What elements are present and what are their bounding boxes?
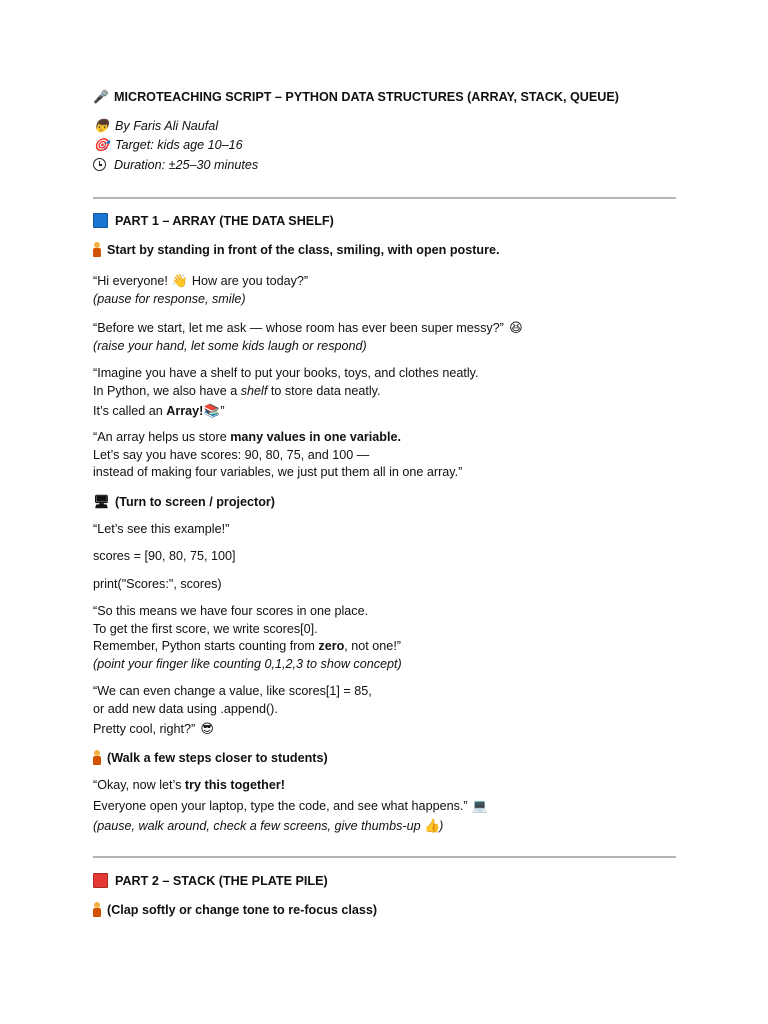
document-title: 🎤 MICROTEACHING SCRIPT – PYTHON DATA STRUCTURES (ARRAY, STACK, QUEUE): [93, 89, 619, 107]
part1-heading: PART 1 – ARRAY (THE DATA SHELF): [93, 213, 334, 231]
stage-direction: 🖥 (Turn to screen / projector): [93, 494, 276, 509]
microphone-icon: 🎤: [93, 90, 109, 104]
stage-direction: (Clap softly or change tone to re-focus class): [93, 902, 377, 920]
laptop-icon: 💻: [471, 797, 488, 813]
separator: [93, 856, 676, 858]
paragraph-try-together: “Okay, now let’s try this together! Everyone open your laptop, type the code, and see what happens.” 💻 (pause, walk around, check a few screens, give thumbs-up 👍): [93, 778, 488, 833]
code-line: scores = [90, 80, 75, 100]: [93, 549, 236, 563]
target-icon: 🎯: [93, 138, 110, 152]
sunglasses-face-icon: 😎: [200, 721, 214, 736]
paragraph-shelf: “Imagine you have a shelf to put your books, toys, and clothes neatly. In Python, we also have a shelf to store data neatly. It’s called an Array!📚”: [93, 366, 479, 418]
projector-screen-icon: 🖥: [93, 494, 110, 509]
clock-icon: [93, 158, 106, 171]
person-standing-icon: [93, 242, 101, 257]
duration-line: Duration: ±25–30 minutes: [93, 157, 258, 175]
paragraph-greeting: “Hi everyone! 👋 How are you today?” (pause for response, smile): [93, 273, 309, 306]
red-square-icon: [93, 873, 108, 888]
paragraph-indexing: “So this means we have four scores in one place. To get the first score, we write scores[0]. Remember, Python starts counting from zero, not one!” (point your finger like counting 0,1,2,3 to show concept): [93, 604, 402, 671]
person-standing-icon: [93, 750, 101, 765]
paragraph-array-explain: “An array helps us store many values in one variable. Let’s say you have scores: 90, 80, 75, and 100 — instead of making four variables, we just put them all in one array.”: [93, 430, 463, 479]
stage-direction: Start by standing in front of the class, smiling, with open posture.: [93, 242, 500, 260]
stage-direction: (Walk a few steps closer to students): [93, 750, 328, 768]
author-line: 👦 By Faris Ali Naufal: [93, 118, 218, 136]
person-standing-icon: [93, 902, 101, 917]
paragraph-example: “Let’s see this example!”: [93, 522, 230, 536]
separator: [93, 197, 676, 199]
boy-face-icon: 👦: [93, 119, 110, 133]
part2-heading: PART 2 – STACK (THE PLATE PILE): [93, 873, 328, 891]
code-line: print("Scores:", scores): [93, 577, 222, 591]
thumbs-up-icon: 👍: [424, 818, 441, 833]
paragraph-modify: “We can even change a value, like scores[1] = 85, or add new data using .append(). Pretty cool, right?” 😎: [93, 684, 372, 736]
target-line: 🎯 Target: kids age 10–16: [93, 137, 243, 155]
waving-hand-icon: 👋: [171, 273, 188, 288]
laughing-face-icon: 😆: [509, 320, 523, 335]
paragraph-messy-room: “Before we start, let me ask — whose room has ever been super messy?” 😆 (raise your hand, let some kids laugh or respond): [93, 320, 523, 353]
blue-square-icon: [93, 213, 108, 228]
books-icon: 📚: [203, 403, 220, 418]
